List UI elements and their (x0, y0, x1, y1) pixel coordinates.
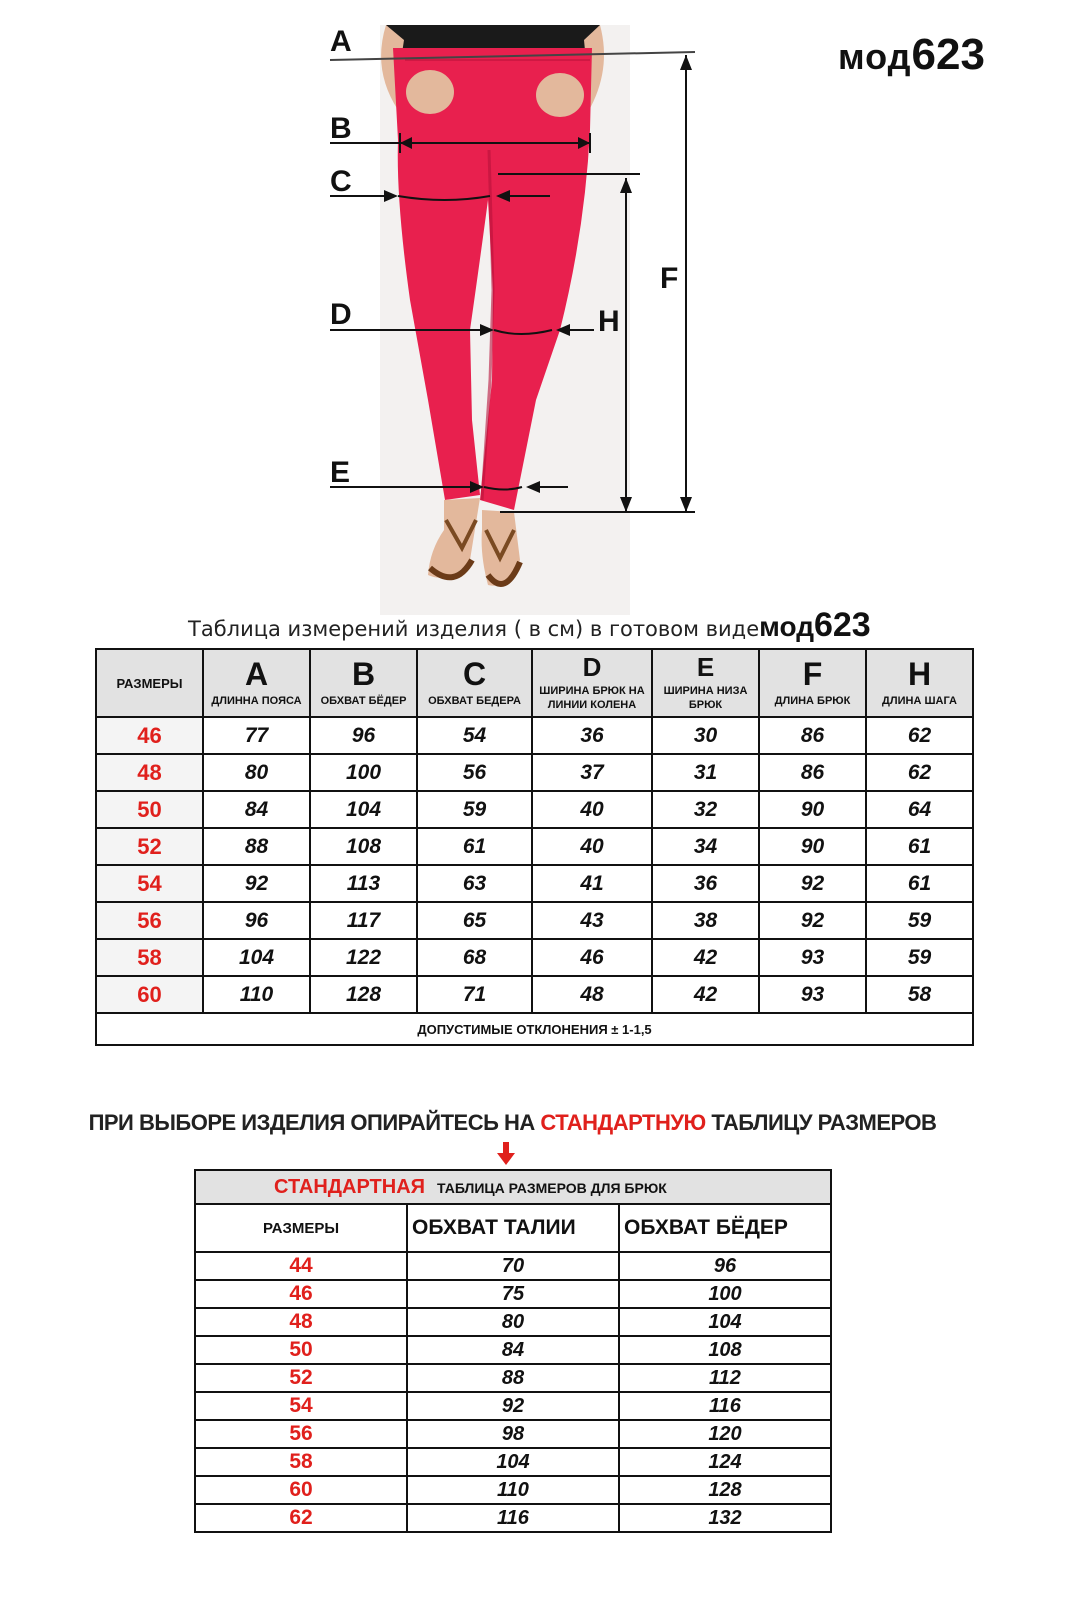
hips-cell: 128 (619, 1476, 831, 1504)
table-row (195, 1448, 831, 1476)
standard-header-row (195, 1204, 831, 1252)
model-prefix: мод (838, 36, 912, 77)
measurement-cell: 62 (866, 754, 973, 791)
hips-cell: 104 (619, 1308, 831, 1336)
measurement-table (95, 648, 974, 1046)
measurement-header-row (96, 649, 973, 717)
measurement-cell: 68 (417, 939, 532, 976)
standard-title-rest: ТАБЛИЦА РАЗМЕРОВ ДЛЯ БРЮК (437, 1179, 667, 1196)
column-header-c (417, 649, 532, 717)
column-header-h (866, 649, 973, 717)
size-cell: 58 (195, 1448, 407, 1476)
size-cell: 50 (195, 1336, 407, 1364)
column-letter: H (907, 656, 932, 692)
table-row (195, 1504, 831, 1532)
hips-cell: 120 (619, 1420, 831, 1448)
size-cell: 50 (96, 791, 203, 828)
measurement-cell: 61 (417, 828, 532, 865)
waist-cell: 104 (407, 1448, 619, 1476)
measurement-cell: 46 (532, 939, 652, 976)
measurement-cell: 117 (310, 902, 417, 939)
standard-title-row (195, 1170, 831, 1204)
waist-cell: 98 (407, 1420, 619, 1448)
hips-header: ОБХВАТ БЁДЕР (619, 1204, 831, 1252)
hips-cell: 108 (619, 1336, 831, 1364)
measurement-cell: 128 (310, 976, 417, 1013)
column-header-d (532, 649, 652, 717)
measurement-cell: 36 (652, 865, 759, 902)
table-row (195, 1420, 831, 1448)
dim-label-b: B (330, 112, 352, 145)
table-row (96, 754, 973, 791)
measurement-cell: 37 (532, 754, 652, 791)
tolerance-note: ДОПУСТИМЫЕ ОТКЛОНЕНИЯ ± 1-1,5 (96, 1013, 973, 1045)
measurement-cell: 90 (759, 828, 866, 865)
measurement-cell: 113 (310, 865, 417, 902)
hips-cell: 116 (619, 1392, 831, 1420)
table-row (96, 902, 973, 939)
table-row (96, 976, 973, 1013)
column-header-e (652, 649, 759, 717)
measurement-table-caption (188, 606, 988, 645)
measurement-cell: 42 (652, 939, 759, 976)
measurement-cell: 61 (866, 865, 973, 902)
recommend-before: ПРИ ВЫБОРЕ ИЗДЕЛИЯ ОПИРАЙТЕСЬ НА (88, 1110, 541, 1135)
measurement-cell: 92 (759, 865, 866, 902)
waist-cell: 70 (407, 1252, 619, 1280)
column-desc: ОБХВАТ БЁДЕР (320, 695, 407, 707)
size-cell: 48 (96, 754, 203, 791)
model-number-top (838, 30, 985, 80)
caption-model-number: 623 (813, 606, 871, 644)
measurement-cell: 93 (759, 976, 866, 1013)
dim-label-c: C (330, 165, 352, 198)
standard-size-header: РАЗМЕРЫ (195, 1204, 407, 1252)
measurement-cell: 77 (203, 717, 310, 754)
measurement-cell: 40 (532, 828, 652, 865)
caption-text: Таблица измерений изделия ( в см) в готовом виде (188, 617, 760, 641)
standard-size-table (194, 1169, 832, 1533)
size-cell: 54 (195, 1392, 407, 1420)
dim-label-a: A (330, 25, 352, 58)
hips-cell: 132 (619, 1504, 831, 1532)
column-letter: A (244, 656, 269, 692)
caption-model-prefix: мод (759, 611, 814, 642)
measurement-cell: 43 (532, 902, 652, 939)
measurement-cell: 86 (759, 717, 866, 754)
measurement-cell: 104 (203, 939, 310, 976)
hips-cell: 96 (619, 1252, 831, 1280)
column-letter: D (582, 652, 602, 682)
measurement-cell: 56 (417, 754, 532, 791)
recommend-after: ТАБЛИЦУ РАЗМЕРОВ (705, 1110, 937, 1135)
column-header-a (203, 649, 310, 717)
measurement-cell: 65 (417, 902, 532, 939)
measurement-cell: 31 (652, 754, 759, 791)
waist-cell: 92 (407, 1392, 619, 1420)
table-row (195, 1336, 831, 1364)
waist-header: ОБХВАТ ТАЛИИ (407, 1204, 619, 1252)
measurement-cell: 63 (417, 865, 532, 902)
measurement-cell: 90 (759, 791, 866, 828)
measurement-cell: 80 (203, 754, 310, 791)
tolerance-row (96, 1013, 973, 1045)
column-desc: ДЛИННА ПОЯСА (211, 695, 302, 707)
size-cell: 58 (96, 939, 203, 976)
waist-cell: 110 (407, 1476, 619, 1504)
recommend-accent: СТАНДАРТНУЮ (540, 1110, 706, 1135)
table-row (96, 939, 973, 976)
size-cell: 44 (195, 1252, 407, 1280)
waist-cell: 84 (407, 1336, 619, 1364)
measurement-cell: 48 (532, 976, 652, 1013)
size-cell: 56 (96, 902, 203, 939)
size-cell: 56 (195, 1420, 407, 1448)
measurement-cell: 36 (532, 717, 652, 754)
measurement-cell: 92 (759, 902, 866, 939)
hips-cell: 112 (619, 1364, 831, 1392)
size-cell: 62 (195, 1504, 407, 1532)
pants-illustration (0, 0, 1066, 615)
measurement-cell: 59 (866, 939, 973, 976)
measurement-cell: 38 (652, 902, 759, 939)
model-number: 623 (911, 30, 985, 79)
waist-cell: 88 (407, 1364, 619, 1392)
measurement-cell: 110 (203, 976, 310, 1013)
table-row (195, 1476, 831, 1504)
measurement-cell: 92 (203, 865, 310, 902)
measurement-cell: 58 (866, 976, 973, 1013)
size-cell: 46 (195, 1280, 407, 1308)
dim-label-f: F (660, 262, 679, 295)
size-cell: 54 (96, 865, 203, 902)
measurement-cell: 32 (652, 791, 759, 828)
size-cell: 60 (195, 1476, 407, 1504)
measurement-cell: 34 (652, 828, 759, 865)
measurement-cell: 54 (417, 717, 532, 754)
pants-measurement-diagram (0, 0, 1066, 615)
size-cell: 60 (96, 976, 203, 1013)
table-row (96, 828, 973, 865)
waist-cell: 80 (407, 1308, 619, 1336)
measurement-cell: 96 (203, 902, 310, 939)
table-row (96, 717, 973, 754)
size-header: РАЗМЕРЫ (96, 649, 203, 717)
measurement-cell: 61 (866, 828, 973, 865)
table-row (195, 1280, 831, 1308)
measurement-cell: 42 (652, 976, 759, 1013)
table-row (195, 1364, 831, 1392)
measurement-cell: 59 (866, 902, 973, 939)
table-row (195, 1392, 831, 1420)
hips-cell: 124 (619, 1448, 831, 1476)
column-desc: ДЛИНА БРЮК (774, 695, 851, 707)
waist-cell: 75 (407, 1280, 619, 1308)
column-letter: C (462, 656, 487, 692)
column-desc: ДЛИНА ШАГА (882, 695, 957, 707)
measurement-cell: 40 (532, 791, 652, 828)
column-header-f (759, 649, 866, 717)
dim-label-e: E (330, 456, 351, 489)
measurement-cell: 64 (866, 791, 973, 828)
table-row (195, 1308, 831, 1336)
measurement-cell: 108 (310, 828, 417, 865)
measurement-cell: 30 (652, 717, 759, 754)
measurement-cell: 62 (866, 717, 973, 754)
arrow-down-icon (496, 1142, 516, 1166)
size-cell: 46 (96, 717, 203, 754)
size-cell: 52 (195, 1364, 407, 1392)
table-row (96, 865, 973, 902)
measurement-cell: 84 (203, 791, 310, 828)
column-desc: ШИРИНА НИЗА БРЮК (663, 685, 748, 711)
column-letter: F (802, 656, 823, 692)
column-desc: ШИРИНА БРЮК НА ЛИНИИ КОЛЕНА (539, 685, 645, 711)
column-desc: ОБХВАТ БЕДЕРА (428, 695, 521, 707)
column-letter: B (351, 656, 376, 692)
measurement-cell: 88 (203, 828, 310, 865)
waist-cell: 116 (407, 1504, 619, 1532)
measurement-cell: 96 (310, 717, 417, 754)
measurement-cell: 104 (310, 791, 417, 828)
column-header-b (310, 649, 417, 717)
column-letter: E (696, 652, 715, 682)
hips-cell: 100 (619, 1280, 831, 1308)
standard-title-accent: СТАНДАРТНАЯ (274, 1175, 426, 1198)
caption-model (759, 606, 871, 644)
measurement-cell: 100 (310, 754, 417, 791)
table-row (96, 791, 973, 828)
measurement-cell: 93 (759, 939, 866, 976)
measurement-cell: 71 (417, 976, 532, 1013)
dim-label-d: D (330, 298, 352, 331)
size-cell: 52 (96, 828, 203, 865)
measurement-cell: 122 (310, 939, 417, 976)
standard-title (195, 1170, 831, 1204)
size-recommendation-note (0, 1110, 1025, 1136)
measurement-cell: 59 (417, 791, 532, 828)
measurement-cell: 41 (532, 865, 652, 902)
size-cell: 48 (195, 1308, 407, 1336)
table-row (195, 1252, 831, 1280)
dim-label-h: H (598, 305, 620, 338)
measurement-cell: 86 (759, 754, 866, 791)
